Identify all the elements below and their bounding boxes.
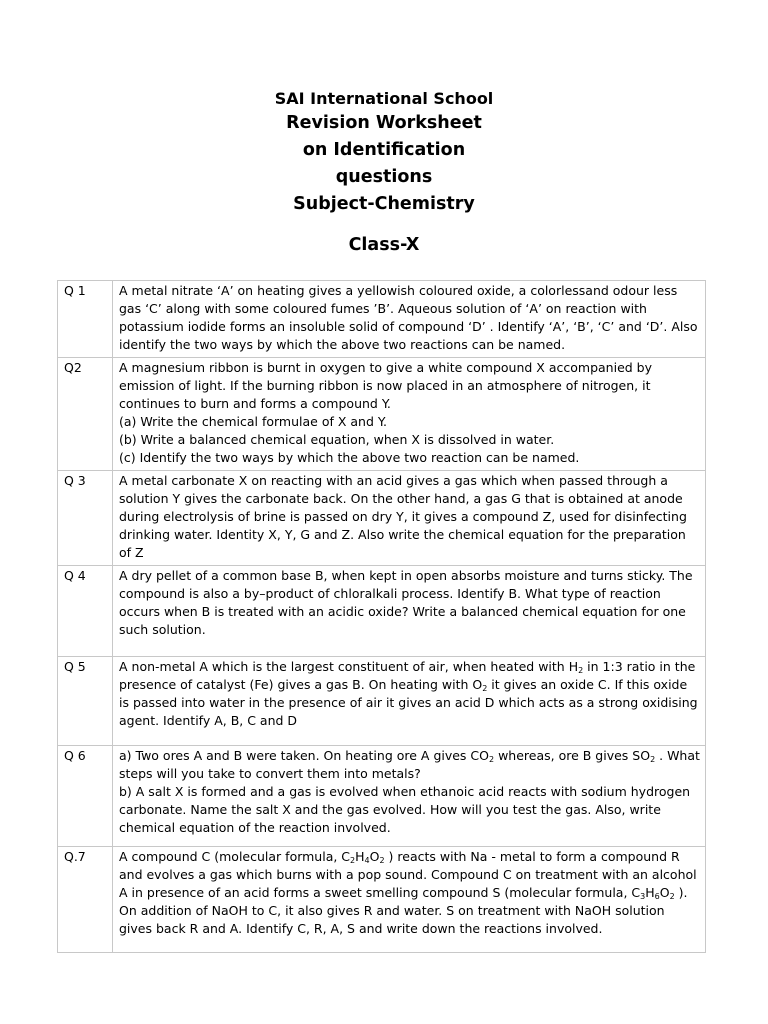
- worksheet-header: [0, 88, 768, 259]
- subscript: 2: [578, 666, 584, 675]
- question-text-segment: A non-metal A which is the largest constituent of air, when heated with H: [119, 659, 579, 674]
- question-text-segment: in 1:3 ratio in the presence of catalyst (Fe) gives a gas B. On heating with O: [119, 659, 696, 692]
- school-name: SAI International School: [274, 89, 494, 108]
- subscript: 2: [482, 684, 488, 693]
- question-text: A metal carbonate X on reacting with an acid gives a gas which when passed through a solution Y gives the carbonate back. On the other hand, a gas G that is obtained at anode during electrolysis of brine is passed on dry Y, it gives a compound Z, used for disinfecting drinking water. Identity X, Y, G and Z. Also write the chemical equation for the preparation of Z: [113, 471, 706, 566]
- table-row: [58, 566, 706, 657]
- question-part-a: (a) Write the chemical formulae of X and Y.: [119, 414, 387, 429]
- question-part-a: [119, 747, 701, 783]
- question-part-b: b) A salt X is formed and a gas is evolved when ethanoic acid reacts with sodium hydrogen carbonate. Name the salt X and the gas evolved. How will you test the gas. Also, write chemical equation of the reaction involved.: [119, 784, 691, 835]
- title-line-4: Subject-Chemistry: [293, 194, 475, 214]
- question-number: Q.7: [58, 847, 113, 953]
- table-row: [58, 358, 706, 471]
- table-row: [58, 847, 706, 953]
- question-text-segment: A compound C (molecular formula, C: [119, 849, 351, 864]
- subscript: 2: [350, 856, 356, 865]
- question-cell: [113, 847, 706, 953]
- subscript: 2: [650, 755, 656, 764]
- title-line-1: Revision Worksheet: [286, 113, 482, 133]
- question-number: Q 1: [58, 281, 113, 358]
- question-number: Q 3: [58, 471, 113, 566]
- question-text-segment: H: [355, 849, 365, 864]
- question-cell: [113, 657, 706, 746]
- question-part-c: (c) Identify the two ways by which the above two reaction can be named.: [119, 450, 580, 465]
- question-text-segment: H: [645, 885, 655, 900]
- subscript: 3: [640, 892, 646, 901]
- question-number: Q 5: [58, 657, 113, 746]
- questions-table: [57, 280, 706, 953]
- title-line-3: questions: [335, 167, 433, 187]
- question-text-segment: . What steps will you take to convert them into metals?: [119, 748, 700, 781]
- question-text-segment: whereas, ore B gives SO: [494, 748, 651, 763]
- subscript: 2: [669, 892, 675, 901]
- subscript: 2: [379, 856, 385, 865]
- question-text-segment: ) reacts with Na - metal to form a compound R and evolves a gas which burns with a pop sound. Compound C on treatment with an alcohol A in presence of an acid forms a sweet smelling compound S (molecular formula, C: [119, 849, 697, 900]
- question-text: A metal nitrate ‘A’ on heating gives a yellowish coloured oxide, a colorlessand odour less gas ‘C’ along with some coloured fumes ’B’. Aqueous solution of ‘A’ on reaction with potassium iodide forms an insoluble solid of compound ‘D’ . Identify ‘A’, ‘B’, ‘C’ and ‘D’. Also identify the two ways by which the above two reactions can be named.: [113, 281, 706, 358]
- subscript: 6: [654, 892, 660, 901]
- question-number: Q 6: [58, 746, 113, 847]
- question-number: Q2: [58, 358, 113, 471]
- table-row: [58, 657, 706, 746]
- subscript: 4: [364, 856, 370, 865]
- question-text-segment: it gives an oxide C. If this oxide is passed into water in the presence of air it gives an acid D which acts as a strong oxidising agent. Identify A, B, C and D: [119, 677, 698, 728]
- question-text: A dry pellet of a common base B, when kept in open absorbs moisture and turns sticky. The compound is also a by–product of chloralkali process. Identify B. What type of reaction occurs when B is treated with an acidic oxide? Write a balanced chemical equation for one such solution.: [113, 566, 706, 657]
- question-text-segment: O: [659, 885, 670, 900]
- table-row: [58, 471, 706, 566]
- question-cell: [113, 746, 706, 847]
- question-text-segment: ). On addition of NaOH to C, it also gives R and water. S on treatment with NaOH solution gives back R and A. Identify C, R, A, S and write down the reactions involved.: [119, 885, 688, 936]
- question-text-segment: a) Two ores A and B were taken. On heating ore A gives CO: [119, 748, 489, 763]
- table-row: [58, 746, 706, 847]
- question-part-b: (b) Write a balanced chemical equation, when X is dissolved in water.: [119, 432, 555, 447]
- table-row: [58, 281, 706, 358]
- subscript: 2: [489, 755, 495, 764]
- question-number: Q 4: [58, 566, 113, 657]
- class-label: Class-X: [348, 235, 420, 255]
- question-text-segment: O: [369, 849, 380, 864]
- question-text: A magnesium ribbon is burnt in oxygen to give a white compound X accompanied by emission of light. If the burning ribbon is now placed in an atmosphere of nitrogen, it continues to burn and forms a compound Y.: [119, 360, 652, 411]
- question-cell: [113, 358, 706, 471]
- title-line-2: on Identification: [302, 140, 466, 160]
